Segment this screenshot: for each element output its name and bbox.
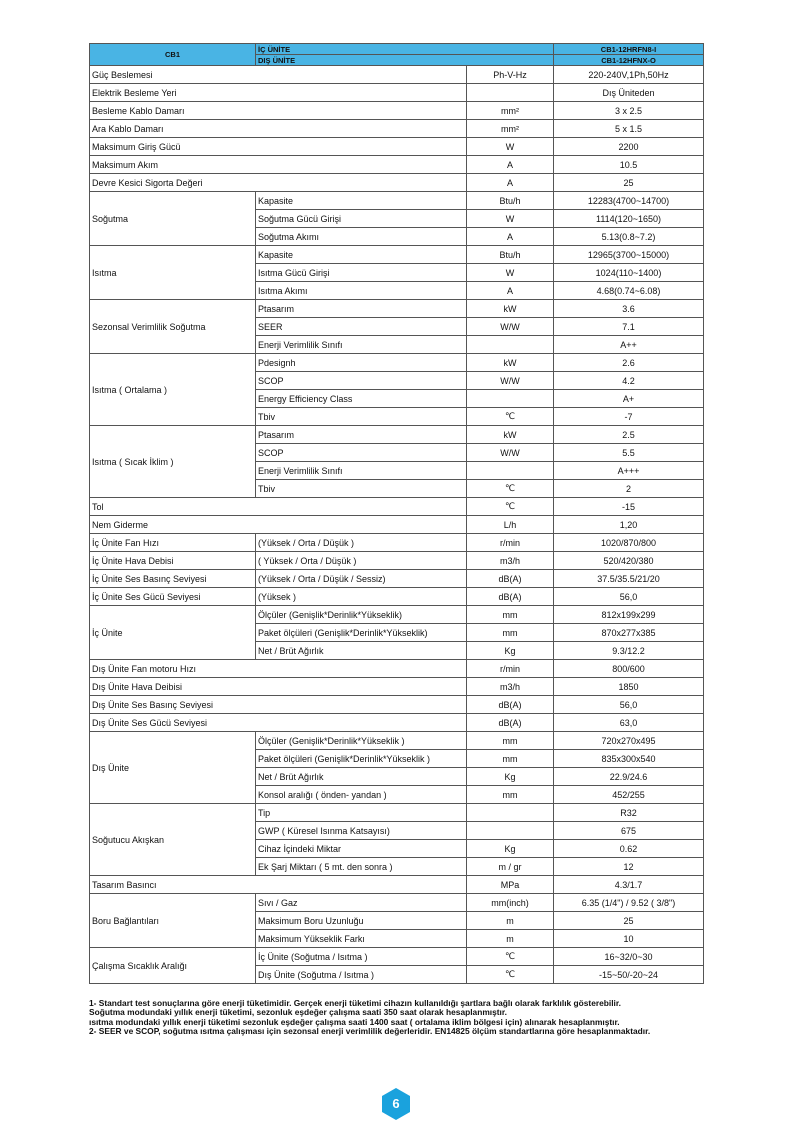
row-unit: W/W (467, 444, 554, 462)
row-label: Maksimum Akım (90, 156, 467, 174)
footnote: ısıtma modundaki yıllık enerji tüketimi sezonluk eşdeğer çalışma saati 1400 saat ( ortalama iklim bölgesi için) alınarak hesaplanmıştır. (89, 1016, 620, 1027)
sub-label: Kapasite (256, 192, 467, 210)
row-unit: kW (467, 354, 554, 372)
indoor-model: CB1-12HRFN8-I (554, 44, 704, 55)
sub-label: Ptasarım (256, 300, 467, 318)
page-number-badge (379, 1087, 413, 1121)
row-value: A+ (554, 390, 704, 408)
group-label: Soğutma (90, 192, 256, 246)
row-value: 12 (554, 858, 704, 876)
row-value: 220-240V,1Ph,50Hz (554, 66, 704, 84)
row-unit: Btu/h (467, 192, 554, 210)
footnote: 2- SEER ve SCOP, soğutma ısıtma çalışması için sezonsal enerji verimlilik değerleridir. EN14825 ölçüm standartlarına göre hesaplanmaktadır. (89, 1026, 651, 1037)
row-unit: dB(A) (467, 696, 554, 714)
table-row (90, 804, 704, 822)
group-label: Isıtma ( Sıcak İklim ) (90, 426, 256, 498)
table-row (90, 570, 704, 588)
row-value: 12283(4700~14700) (554, 192, 704, 210)
row-label: Dış Ünite Fan motoru Hızı (90, 660, 467, 678)
sub-label: Energy Efficiency Class (256, 390, 467, 408)
footnote: 1- Standart test sonuçlarına göre enerji tüketimidir. Gerçek enerji tüketimi cihazın kullanıldığı şartlara bağlı olarak farklılık gösterebilir. (89, 998, 621, 1008)
sub-label: Isıtma Gücü Girişi (256, 264, 467, 282)
sub-label: SCOP (256, 444, 467, 462)
row-unit: kW (467, 426, 554, 444)
table-row (90, 84, 704, 102)
sub-label: Tip (256, 804, 467, 822)
row-unit: m (467, 912, 554, 930)
sub-label: Tbiv (256, 480, 467, 498)
row-value: 12965(3700~15000) (554, 246, 704, 264)
sub-label: Isıtma Akımı (256, 282, 467, 300)
table-row (90, 120, 704, 138)
row-value: A++ (554, 336, 704, 354)
row-value: 25 (554, 912, 704, 930)
sub-label: Pdesignh (256, 354, 467, 372)
row-unit: dB(A) (467, 570, 554, 588)
row-label: İç Ünite Fan Hızı (90, 534, 256, 552)
indoor-label: İÇ ÜNİTE (256, 44, 554, 55)
table-row (90, 732, 704, 750)
row-value: 2.5 (554, 426, 704, 444)
row-label: Tol (90, 498, 467, 516)
row-unit: dB(A) (467, 714, 554, 732)
row-value: 7.1 (554, 318, 704, 336)
row-unit: kW (467, 300, 554, 318)
sub-label: Enerji Verimlilik Sınıfı (256, 336, 467, 354)
row-unit: W (467, 264, 554, 282)
sub-label: Konsol aralığı ( önden- yandan ) (256, 786, 467, 804)
sub-label: Maksimum Boru Uzunluğu (256, 912, 467, 930)
row-label: Nem Giderme (90, 516, 467, 534)
table-row (90, 714, 704, 732)
row-value: 5.5 (554, 444, 704, 462)
table-row (90, 192, 704, 210)
row-value: 4.2 (554, 372, 704, 390)
row-value: 10.5 (554, 156, 704, 174)
sub-label: Net / Brüt Ağırlık (256, 768, 467, 786)
row-label: İç Ünite Hava Debisi (90, 552, 256, 570)
row-value: 2.6 (554, 354, 704, 372)
row-value: 1024(110~1400) (554, 264, 704, 282)
table-row (90, 498, 704, 516)
row-value: 22.9/24.6 (554, 768, 704, 786)
row-unit: W (467, 210, 554, 228)
row-value: 452/255 (554, 786, 704, 804)
row-label: İç Ünite Ses Gücü Seviyesi (90, 588, 256, 606)
row-unit: mm (467, 786, 554, 804)
row-value: 2 (554, 480, 704, 498)
model-label: CB1 (90, 44, 256, 66)
table-row (90, 552, 704, 570)
spec-table (89, 43, 704, 984)
row-condition: (Yüksek / Orta / Düşük ) (256, 534, 467, 552)
row-value: 675 (554, 822, 704, 840)
sub-label: Soğutma Akımı (256, 228, 467, 246)
row-value: 6.35 (1/4") / 9.52 ( 3/8") (554, 894, 704, 912)
row-unit: ℃ (467, 408, 554, 426)
sub-label: SEER (256, 318, 467, 336)
row-unit (467, 336, 554, 354)
row-unit: L/h (467, 516, 554, 534)
table-row (90, 102, 704, 120)
row-value: 3 x 2.5 (554, 102, 704, 120)
row-unit: MPa (467, 876, 554, 894)
group-label: İç Ünite (90, 606, 256, 660)
table-row (90, 948, 704, 966)
header-row (90, 44, 704, 55)
row-value: 835x300x540 (554, 750, 704, 768)
row-value: 812x199x299 (554, 606, 704, 624)
group-label: Soğutucu Akışkan (90, 804, 256, 876)
row-value: 0.62 (554, 840, 704, 858)
row-label: Dış Ünite Ses Gücü Seviyesi (90, 714, 467, 732)
group-label: Boru Bağlantıları (90, 894, 256, 948)
row-value: -15 (554, 498, 704, 516)
row-unit: A (467, 156, 554, 174)
row-unit: mm² (467, 120, 554, 138)
row-value: 4.68(0.74~6.08) (554, 282, 704, 300)
row-label: Dış Ünite Hava Deibisi (90, 678, 467, 696)
row-condition: ( Yüksek / Orta / Düşük ) (256, 552, 467, 570)
row-value: 3.6 (554, 300, 704, 318)
row-unit: mm² (467, 102, 554, 120)
row-unit: ℃ (467, 948, 554, 966)
row-unit (467, 84, 554, 102)
row-unit: Btu/h (467, 246, 554, 264)
row-value: 1020/870/800 (554, 534, 704, 552)
row-value: 10 (554, 930, 704, 948)
row-value: 16~32/0~30 (554, 948, 704, 966)
sub-label: Paket ölçüleri (Genişlik*Derinlik*Yükseklik) (256, 624, 467, 642)
row-label: Güç Beslemesi (90, 66, 467, 84)
row-unit: mm (467, 606, 554, 624)
sub-label: Ek Şarj Miktarı ( 5 mt. den sonra ) (256, 858, 467, 876)
table-row (90, 174, 704, 192)
row-condition: (Yüksek ) (256, 588, 467, 606)
row-value: 2200 (554, 138, 704, 156)
table-row (90, 138, 704, 156)
row-unit: A (467, 282, 554, 300)
row-unit: m3/h (467, 552, 554, 570)
row-label: Maksimum Giriş Gücü (90, 138, 467, 156)
table-row (90, 516, 704, 534)
row-value: -7 (554, 408, 704, 426)
table-row (90, 894, 704, 912)
row-value: 4.3/1.7 (554, 876, 704, 894)
row-unit: W (467, 138, 554, 156)
table-row (90, 588, 704, 606)
row-value: 56,0 (554, 696, 704, 714)
table-row (90, 660, 704, 678)
row-unit: dB(A) (467, 588, 554, 606)
sub-label: SCOP (256, 372, 467, 390)
sub-label: Ptasarım (256, 426, 467, 444)
row-unit: ℃ (467, 480, 554, 498)
row-unit: mm (467, 732, 554, 750)
row-unit: A (467, 174, 554, 192)
row-unit: m (467, 930, 554, 948)
sub-label: Paket ölçüleri (Genişlik*Derinlik*Yükseklik ) (256, 750, 467, 768)
row-value: 1,20 (554, 516, 704, 534)
sub-label: Maksimum Yükseklik Farkı (256, 930, 467, 948)
row-value: 870x277x385 (554, 624, 704, 642)
row-value: 37.5/35.5/21/20 (554, 570, 704, 588)
row-value: 1850 (554, 678, 704, 696)
table-row (90, 246, 704, 264)
sub-label: Soğutma Gücü Girişi (256, 210, 467, 228)
outdoor-label: DIŞ ÜNİTE (256, 55, 554, 66)
row-unit (467, 462, 554, 480)
sub-label: Sıvı / Gaz (256, 894, 467, 912)
footnote: Soğutma modundaki yıllık enerji tüketimi, sezonluk eşdeğer çalışma saati 350 saat olarak hesaplanmıştır. (89, 1007, 507, 1018)
row-value: R32 (554, 804, 704, 822)
row-label: Ara Kablo Damarı (90, 120, 467, 138)
row-value: 1114(120~1650) (554, 210, 704, 228)
sub-label: Net / Brüt Ağırlık (256, 642, 467, 660)
sub-label: Tbiv (256, 408, 467, 426)
row-unit: mm(inch) (467, 894, 554, 912)
table-row (90, 426, 704, 444)
sub-label: Ölçüler (Genişlik*Derinlik*Yükseklik) (256, 606, 467, 624)
sub-label: Kapasite (256, 246, 467, 264)
table-row (90, 696, 704, 714)
footnotes (89, 999, 703, 1037)
page-number: 6 (392, 1096, 400, 1111)
row-value: -15~50/-20~24 (554, 966, 704, 984)
group-label: Dış Ünite (90, 732, 256, 804)
table-row (90, 534, 704, 552)
row-unit: Ph-V-Hz (467, 66, 554, 84)
table-row (90, 354, 704, 372)
row-unit: mm (467, 750, 554, 768)
row-unit: mm (467, 624, 554, 642)
sub-label: Cihaz İçindeki Miktar (256, 840, 467, 858)
row-unit (467, 390, 554, 408)
row-value: 5.13(0.8~7.2) (554, 228, 704, 246)
sub-label: İç Ünite (Soğutma / Isıtma ) (256, 948, 467, 966)
row-value: 9.3/12.2 (554, 642, 704, 660)
row-label: İç Ünite Ses Basınç Seviyesi (90, 570, 256, 588)
group-label: Isıtma (90, 246, 256, 300)
row-unit: Kg (467, 840, 554, 858)
outdoor-model: CB1-12HFNX-O (554, 55, 704, 66)
row-value: A+++ (554, 462, 704, 480)
row-unit: r/min (467, 534, 554, 552)
row-condition: (Yüksek / Orta / Düşük / Sessiz) (256, 570, 467, 588)
row-unit: W/W (467, 372, 554, 390)
group-label: Çalışma Sıcaklık Aralığı (90, 948, 256, 984)
row-unit: A (467, 228, 554, 246)
row-value: 25 (554, 174, 704, 192)
row-value: 56,0 (554, 588, 704, 606)
row-unit: W/W (467, 318, 554, 336)
table-row (90, 66, 704, 84)
row-label: Elektrik Besleme Yeri (90, 84, 467, 102)
row-unit: Kg (467, 768, 554, 786)
row-value: 63,0 (554, 714, 704, 732)
row-unit: m / gr (467, 858, 554, 876)
row-value: 520/420/380 (554, 552, 704, 570)
row-value: 800/600 (554, 660, 704, 678)
row-unit (467, 804, 554, 822)
row-label: Tasarım Basıncı (90, 876, 467, 894)
table-row (90, 876, 704, 894)
sub-label: Dış Ünite (Soğutma / Isıtma ) (256, 966, 467, 984)
row-unit: m3/h (467, 678, 554, 696)
row-value: 720x270x495 (554, 732, 704, 750)
table-row (90, 300, 704, 318)
table-row (90, 606, 704, 624)
sub-label: Enerji Verimlilik Sınıfı (256, 462, 467, 480)
row-unit: Kg (467, 642, 554, 660)
group-label: Sezonsal Verimlilik Soğutma (90, 300, 256, 354)
row-unit: r/min (467, 660, 554, 678)
row-label: Besleme Kablo Damarı (90, 102, 467, 120)
row-value: 5 x 1.5 (554, 120, 704, 138)
row-value: Dış Üniteden (554, 84, 704, 102)
row-unit (467, 822, 554, 840)
row-label: Devre Kesici Sigorta Değeri (90, 174, 467, 192)
group-label: Isıtma ( Ortalama ) (90, 354, 256, 426)
table-row (90, 678, 704, 696)
row-label: Dış Ünite Ses Basınç Seviyesi (90, 696, 467, 714)
row-unit: ℃ (467, 966, 554, 984)
table-row (90, 156, 704, 174)
row-unit: ℃ (467, 498, 554, 516)
sub-label: Ölçüler (Genişlik*Derinlik*Yükseklik ) (256, 732, 467, 750)
sub-label: GWP ( Küresel Isınma Katsayısı) (256, 822, 467, 840)
